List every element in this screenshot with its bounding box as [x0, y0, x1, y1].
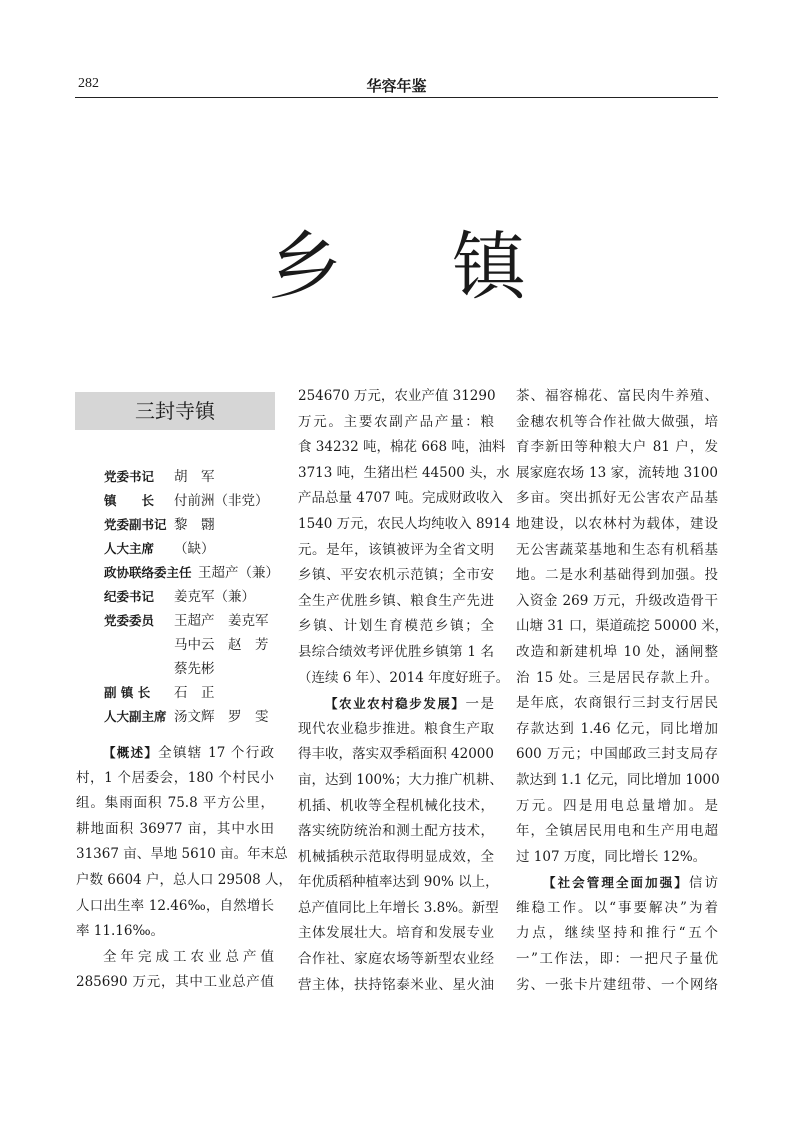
paragraph-heading: 【概述】 [103, 745, 159, 760]
line-text: 285690 万元，其中工业总产值 [76, 974, 274, 991]
line-text: 力点，继续坚持和推行“五个 [516, 925, 718, 942]
line-text: 元。是年，该镇被评为全省文明 [298, 541, 494, 558]
text-line [516, 845, 718, 871]
official-title: 党委副书记 [104, 517, 167, 532]
text-line [298, 486, 503, 512]
official-name: 石 正 [174, 685, 215, 701]
official-title: 政协联络委主任 [104, 565, 192, 580]
text-line [76, 842, 288, 868]
official-row [104, 609, 269, 633]
line-text: 3713 吨，生猪出栏 44500 头，水 [298, 464, 510, 481]
official-row [104, 705, 269, 729]
official-title: 副 镇 长 [104, 685, 151, 700]
line-text: 产品总量 4707 吨。完成财政收入 [298, 490, 503, 507]
text-line [298, 589, 494, 615]
official-name: 汤文辉 罗 雯 [174, 709, 269, 725]
text-line [516, 640, 718, 666]
text-line [516, 768, 718, 794]
text-column-1 [76, 740, 292, 996]
official-name: 黎 翾 [174, 517, 215, 533]
text-line [298, 845, 494, 871]
line-text: 年，全镇居民用电和生产用电超 [516, 823, 718, 840]
line-text: 育李新田等种粮大户 81 户，发 [516, 439, 718, 456]
line-text: 一”工作法，即：一把尺子量优 [516, 951, 718, 968]
line-text: 存款达到 1.46 亿元，同比增加 [516, 720, 718, 737]
text-line [76, 766, 274, 792]
official-row [104, 465, 215, 489]
text-line [298, 794, 494, 820]
text-line [76, 740, 274, 766]
line-text: 金穗农机等合作社做大做强，培 [516, 413, 718, 430]
line-text: 万元。主要农副产品产量：粮 [298, 413, 494, 430]
line-text: 组。集雨面积 75.8 平方公里， [76, 795, 274, 812]
line-text: 多亩。突出抓好无公害农产品基 [516, 490, 718, 507]
text-line [298, 666, 510, 692]
text-line [298, 691, 494, 717]
text-line [298, 742, 494, 768]
line-text: 营主体，扶持铭泰米业、星火油 [298, 976, 494, 993]
text-line [516, 921, 718, 947]
line-text: 机械插秧示范取得明显成效，全 [298, 848, 494, 865]
line-text: 茶、福容棉花、富民肉牛养殖、 [516, 388, 718, 404]
text-line [298, 973, 494, 999]
official-name: 王超产（兼） [198, 565, 279, 581]
official-row [104, 681, 215, 705]
line-text: 无公害蔬菜基地和生态有机稻基 [516, 541, 718, 558]
line-text: 户数 6604 户，总人口 29508 人， [76, 871, 292, 888]
section-title: 三封寺镇 [75, 392, 275, 430]
official-title: 镇 长 [104, 493, 155, 508]
line-text: 全生产优胜乡镇、粮食生产先进 [298, 592, 494, 609]
text-line [516, 486, 718, 512]
text-line [516, 461, 718, 487]
text-line [516, 742, 718, 768]
official-name: 蔡先彬 [174, 661, 215, 677]
text-line [516, 973, 718, 999]
text-line [298, 640, 494, 666]
text-line [298, 461, 510, 487]
line-text: 乡镇、计划生育模范乡镇；全 [298, 618, 494, 635]
line-text: 山塘 31 口，渠道疏挖 50000 米， [516, 618, 729, 635]
line-text: 款达到 1.1 亿元，同比增加 1000 [516, 771, 720, 788]
header-rule [75, 97, 718, 98]
line-text: 过 107 万度，同比增长 12%。 [516, 848, 707, 865]
line-text: 村，1 个居委会，180 个村民小 [76, 769, 274, 786]
text-line [298, 538, 494, 564]
official-row [104, 537, 215, 561]
official-title: 人大副主席 [104, 709, 167, 724]
text-line [298, 717, 494, 743]
line-text: 信访 [688, 875, 718, 892]
line-text: 万元。四是用电总量增加。是 [516, 797, 718, 814]
text-line [516, 666, 718, 692]
text-line [298, 921, 494, 947]
paragraph-heading: 【社会管理全面加强】 [543, 875, 689, 891]
line-text: 机插、机收等全程机械化技术， [298, 797, 494, 814]
official-name: 付前洲（非党） [174, 493, 269, 509]
line-text: 入资金 269 万元，升级改造骨干 [516, 592, 718, 609]
official-name: 王超产 姜克军 [174, 613, 269, 629]
text-line [298, 512, 511, 538]
line-text: 食 34232 吨，棉花 668 吨，油料 [298, 439, 506, 456]
line-text: 全镇辖 17 个行政 [158, 745, 274, 761]
paragraph-heading: 【农业农村稳步发展】 [325, 696, 466, 712]
official-title: 党委书记 [104, 469, 155, 484]
line-text: 地。二是水利基础得到加强。投 [516, 567, 718, 584]
line-text: 人口出生率 12.46‰，自然增长 [76, 897, 274, 914]
chapter-title-char-1: 乡 [268, 224, 342, 310]
text-line [76, 868, 292, 894]
text-line [516, 410, 718, 436]
text-column-3 [516, 384, 729, 998]
text-line [516, 435, 718, 461]
official-row [104, 513, 215, 537]
running-header-title: 华容年鉴 [366, 77, 427, 95]
line-text: 县综合绩效考评优胜乡镇第 1 名 [298, 643, 494, 660]
line-text: 主体发展壮大。培育和发展专业 [298, 925, 494, 942]
text-line [76, 970, 274, 996]
line-text: （连续 6 年）、2014 年度好班子。 [298, 669, 510, 686]
line-text: 率 11.16‰。 [76, 923, 165, 940]
text-line [516, 819, 718, 845]
text-line [516, 512, 718, 538]
line-text: 是年底，农商银行三封支行居民 [516, 695, 718, 712]
text-line [76, 817, 274, 843]
line-text: 改造和新建机埠 10 处，涵闸整 [516, 643, 718, 660]
text-line [516, 947, 718, 973]
text-line [298, 870, 499, 896]
text-line [298, 410, 494, 436]
official-title: 人大主席 [104, 541, 155, 556]
line-text: 600 万元；中国邮政三封支局存 [516, 746, 718, 763]
line-text: 全年完成工农业总产值 [103, 948, 274, 965]
official-name: 胡 军 [174, 469, 215, 485]
text-line [298, 896, 499, 922]
text-line [516, 870, 718, 896]
text-line [298, 435, 506, 461]
text-line [516, 563, 718, 589]
page-number: 282 [78, 76, 99, 91]
line-text: 现代农业稳步推进。粮食生产取 [298, 720, 494, 737]
official-title: 党委委员 [104, 613, 155, 628]
text-line [516, 614, 729, 640]
text-line [76, 791, 274, 817]
line-text: 耕地面积 36977 亩，其中水田 [76, 820, 274, 837]
official-name: 姜克军（兼） [174, 589, 255, 605]
text-line [298, 819, 494, 845]
official-name: 马中云 赵 芳 [174, 637, 269, 653]
text-line [298, 614, 494, 640]
text-line [76, 945, 274, 971]
official-row [104, 585, 255, 609]
line-text: 一是 [465, 696, 494, 713]
line-text: 落实统防统治和测土配方技术， [298, 823, 494, 840]
text-line [516, 691, 718, 717]
text-line [298, 563, 494, 589]
text-line [76, 894, 274, 920]
line-text: 254670 万元，农业产值 31290 [298, 388, 496, 404]
line-text: 31367 亩、旱地 5610 亩。年末总 [76, 846, 288, 863]
line-text: 总产值同比上年增长 3.8%。新型 [298, 899, 499, 916]
line-text: 展家庭农场 13 家，流转地 3100 [516, 464, 718, 481]
text-line [516, 384, 718, 410]
text-column-2 [298, 384, 511, 998]
line-text: 劣、一张卡片建纽带、一个网络 [516, 976, 718, 993]
official-title: 纪委书记 [104, 589, 155, 604]
text-line [298, 384, 494, 410]
line-text: 亩，达到 100%；大力推广机耕、 [298, 771, 503, 788]
text-line [298, 947, 494, 973]
text-line [516, 794, 718, 820]
text-line [516, 589, 718, 615]
text-line [516, 896, 718, 922]
chapter-title-char-2: 镇 [452, 224, 526, 310]
line-text: 得丰收，落实双季稻面积 42000 [298, 746, 494, 763]
official-row [104, 489, 269, 513]
official-row [104, 561, 279, 585]
text-line [76, 919, 274, 945]
text-line [516, 717, 718, 743]
line-text: 乡镇、平安农机示范镇；全市安 [298, 567, 494, 584]
line-text: 合作社、家庭农场等新型农业经 [298, 951, 494, 968]
official-name: （缺） [174, 541, 215, 557]
line-text: 1540 万元，农民人均纯收入 8914 [298, 515, 511, 532]
line-text: 维稳工作。以“事要解决”为着 [516, 899, 718, 916]
text-line [298, 768, 503, 794]
line-text: 年优质稻种植率达到 90% 以上， [298, 874, 499, 891]
line-text: 地建设，以农林村为载体，建设 [516, 515, 718, 532]
line-text: 治 15 处。三是居民存款上升。 [516, 669, 718, 686]
text-line [516, 538, 718, 564]
